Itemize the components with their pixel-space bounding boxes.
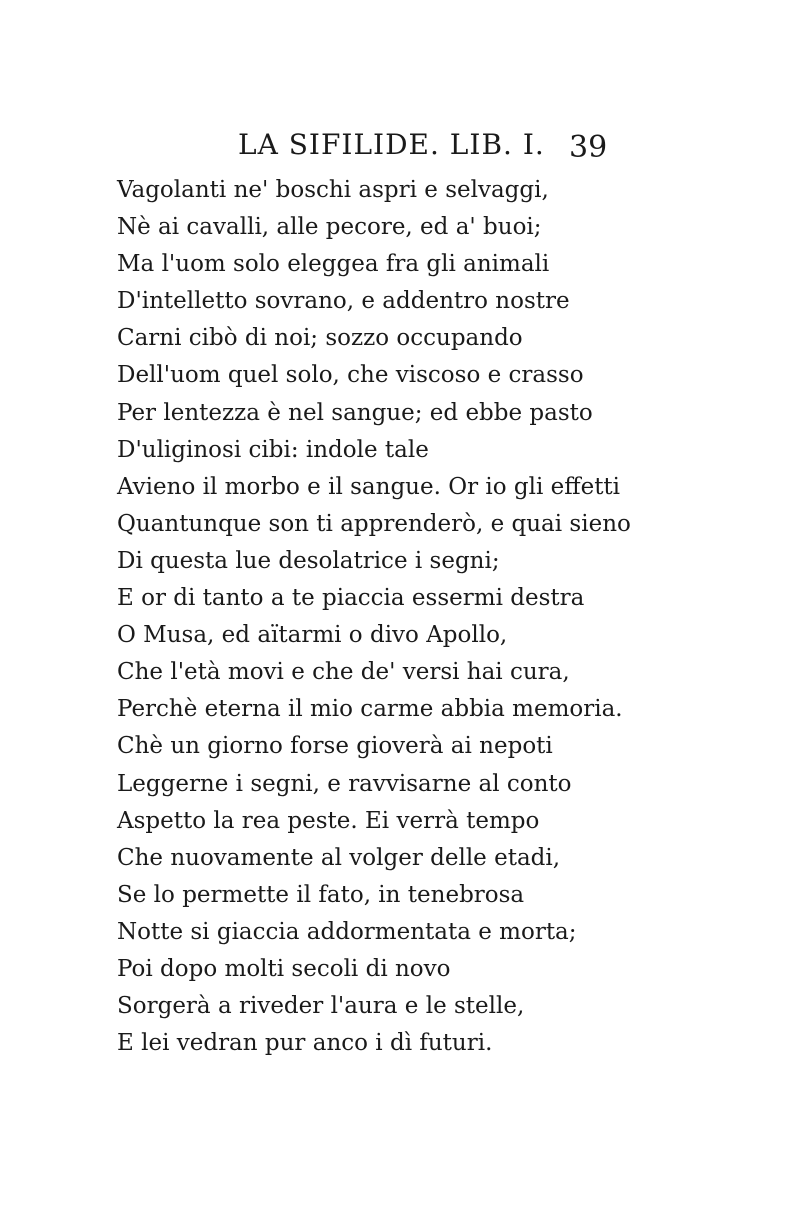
verse-line: Perchè eterna il mio carme abbia memoria. <box>117 696 623 723</box>
verse-line: Di questa lue desolatrice i segni; <box>117 547 500 574</box>
verse-line: D'uliginosi cibi: indole tale <box>117 436 429 463</box>
verse-line: Quantunque son ti apprenderò, e quai sieno <box>117 510 631 537</box>
verse-line: Avieno il morbo e il sangue. Or io gli effetti <box>117 473 621 500</box>
verse-line: E or di tanto a te piaccia essermi destra <box>117 585 585 612</box>
verse-line: E lei vedran pur anco i dì futuri. <box>117 1030 493 1057</box>
verse-line: Che nuovamente al volger delle etadi, <box>117 844 561 871</box>
verse-line: Carni cibò di noi; sozzo occupando <box>117 325 523 352</box>
verse-line: Sorgerà a riveder l'aura e le stelle, <box>117 993 525 1020</box>
verse-line: Per lentezza è nel sangue; ed ebbe pasto <box>117 399 593 426</box>
verse-block <box>117 172 777 1062</box>
verse-line: Aspetto la rea peste. Ei verrà tempo <box>117 807 540 834</box>
verse-line: Vagolanti ne' boschi aspri e selvaggi, <box>117 177 549 203</box>
verse-line: Se lo permette il fato, in tenebrosa <box>117 881 525 908</box>
running-head <box>0 128 800 168</box>
verse-line: Chè un giorno forse gioverà ai nepoti <box>117 733 553 760</box>
verse-line: Che l'età movi e che de' versi hai cura, <box>117 659 570 686</box>
verse-line: Poi dopo molti secoli di novo <box>117 955 451 982</box>
page-number: 39 <box>569 130 608 165</box>
verse-line: Leggerne i segni, e ravvisarne al conto <box>117 770 572 797</box>
verse-line: Notte si giaccia addormentata e morta; <box>117 918 577 945</box>
verse-line: O Musa, ed aïtarmi o divo Apollo, <box>117 622 508 649</box>
running-head-title: LA SIFILIDE. LIB. I. <box>238 128 545 161</box>
verse-line: Dell'uom quel solo, che viscoso e crasso <box>117 362 584 389</box>
verse-line: D'intelletto sovrano, e addentro nostre <box>117 288 570 315</box>
verse-line: Ma l'uom solo eleggea fra gli animali <box>117 251 550 278</box>
verse-line: Nè ai cavalli, alle pecore, ed a' buoi; <box>117 214 542 241</box>
